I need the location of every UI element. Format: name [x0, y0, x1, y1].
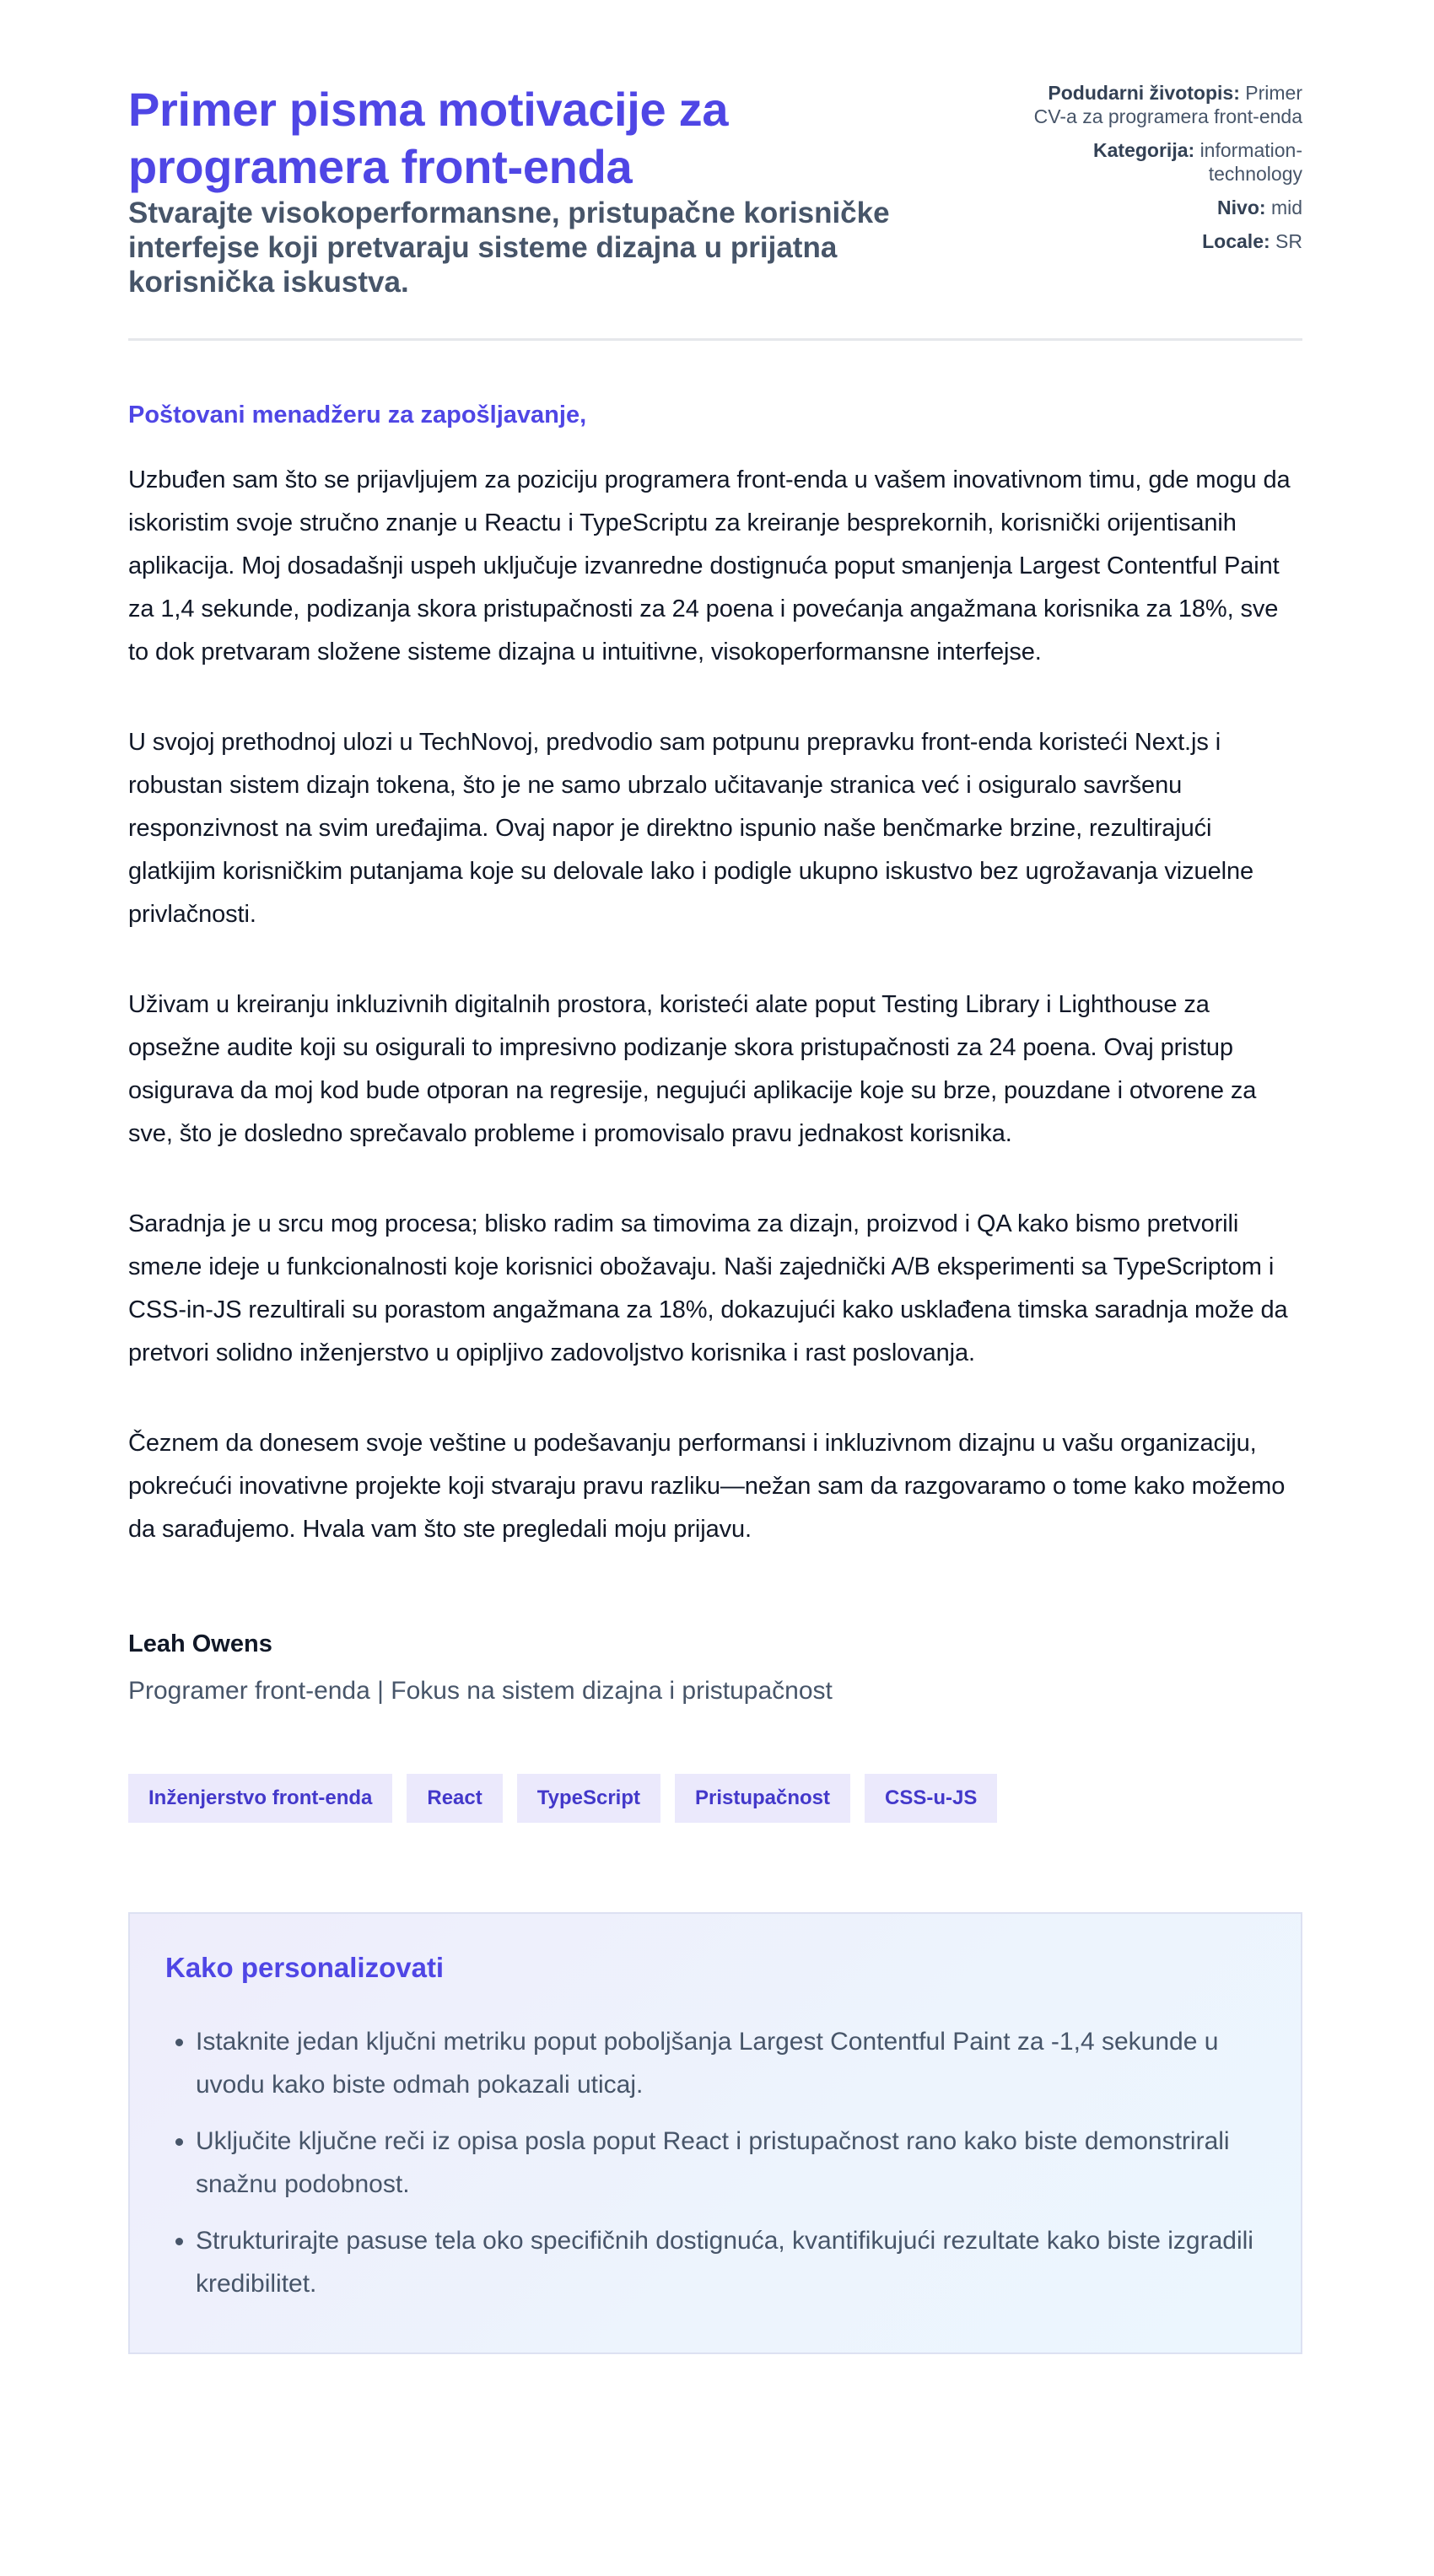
tip-item: • Uključite ključne reči iz opisa posla poput React i pristupačnost rano kako biste demonstrirali snažnu podobnost.: [196, 2120, 1265, 2206]
header-divider: [128, 338, 1302, 341]
meta-value-matching-resume[interactable]: Primer CV-a za programera front-enda: [1033, 82, 1302, 127]
letter-paragraph: Uživam u kreiranju inkluzivnih digitalnih prostora, koristeći alate poput Testing Library i Lighthouse za opsežne audite koji su osigurali to impresivno podizanje skora pristupačnosti za 24 poena. Ovaj pristup osigurava da moj kod bude otporan na regresije, negujući aplikacije koje su brze, pouzdane i otvorene za sve, što je dosledno sprečavalo probleme i promovisalo pravu jednakost korisnika.: [128, 991, 1257, 1147]
tip-item: • Istaknite jedan ključni metriku poput poboljšanja Largest Contentful Paint za -1,4 sekunde u uvodu kako biste odmah pokazali uticaj.: [196, 2020, 1265, 2106]
signature-name: Leah Owens: [128, 1630, 272, 1657]
meta-label: Locale:: [1202, 230, 1270, 252]
personalization-tips: [128, 1912, 1302, 2354]
meta-value-category: information-technology: [1199, 139, 1302, 185]
tag-chip[interactable]: CSS-u-JS: [865, 1774, 997, 1823]
letter-body: [128, 400, 1302, 1551]
meta-category: [1016, 138, 1302, 186]
tips-list: [165, 2020, 1265, 2305]
page-subtitle: Stvarajte visokoperformansne, pristupačne korisničke interfejse koji pretvaraju sisteme dizajna u prijatna korisnička iskustva.: [128, 197, 890, 299]
letter-paragraph: Uzbuđen sam što se prijavljujem za poziciju programera front-enda u vašem inovativnom timu, gde mogu da iskoristim svoje stručno znanje u Reactu i TypeScriptu za kreiranje besprekornih, korisnički orijentisanih aplikacija. Moj dosadašnji uspeh uključuje izvanredne dostignuća poput smanjenja Largest Contentful Paint za 1,4 sekunde, podizanja skora pristupačnosti za 24 poena i povećanja angažmana korisnika za 18%, sve to dok pretvaram složene sisteme dizajna u intuitivne, visokoperformansne interfejse.: [128, 466, 1291, 666]
meta-label: Nivo:: [1217, 197, 1266, 218]
meta-value-level: mid: [1270, 197, 1302, 218]
cover-letter-page: [128, 0, 1302, 2354]
tag-chip[interactable]: React: [407, 1774, 502, 1823]
salutation: Poštovani menadžeru za zapošljavanje,: [128, 401, 587, 428]
tip-item: • Strukturirajte pasuse tela oko specifičnih dostignuća, kvantifikujući rezultate kako biste izgradili kredibilitet.: [196, 2219, 1265, 2305]
meta-matching-resume: [1016, 81, 1302, 128]
letter-paragraph: U svojoj prethodnoj ulozi u TechNovoj, predvodio sam potpunu prepravku front-enda koristeći Next.js i robustan sistem dizajn tokena, što je ne samo ubrzalo učitavanje stranica već i osiguralo savršenu responzivnost na svim uređajima. Ovaj napor je direktno ispunio naše benčmarke brzine, rezultirajući glatkijim korisničkim putanjama koje su delovale lako i podigle ukupno iskustvo bez ugrožavanja vizuelne privlačnosti.: [128, 729, 1253, 928]
meta-label: Kategorija:: [1093, 139, 1195, 161]
page-title: Primer pisma motivacije za programera front-enda: [128, 83, 729, 193]
tag-list: [128, 1774, 1302, 1823]
letter-paragraph: Saradnja je u srcu mog procesa; blisko radim sa timovima za dizajn, proizvod i QA kako bismo pretvorili smeлe ideje u funkcionalnosti koje korisnici obožavaju. Naši zajednički A/B eksperimenti sa TypeScriptom i CSS-in-JS rezultirali su porastom angažmana za 18%, dokazujući kako usklađena timska saradnja može da pretvori solidno inženjerstvo u opipljivo zadovoljstvo korisnika i rast poslovanja.: [128, 1210, 1288, 1366]
meta-value-locale: SR: [1275, 230, 1302, 252]
tips-title: Kako personalizovati: [165, 1952, 445, 1983]
meta-locale: [1016, 229, 1302, 253]
tag-chip[interactable]: Pristupačnost: [675, 1774, 850, 1823]
page-header: [128, 81, 1302, 299]
tag-chip[interactable]: TypeScript: [517, 1774, 660, 1823]
meta-panel: [1016, 81, 1302, 263]
title-block: [128, 81, 938, 299]
signature: [128, 1629, 1302, 1706]
letter-paragraph: Čeznem da donesem svoje veštine u podešavanju performansi i inkluzivnom dizajnu u vašu organizaciju, pokrećući inovativne projekte koji stvaraju pravu razliku—nežan sam da razgovaramo o tome kako možemo da sarađujemo. Hvala vam što ste pregledali moju prijavu.: [128, 1430, 1286, 1543]
signature-role: Programer front-enda | Fokus na sistem dizajna i pristupačnost: [128, 1677, 833, 1705]
meta-label: Podudarni životopis:: [1048, 82, 1240, 104]
meta-level: [1016, 196, 1302, 219]
tag-chip[interactable]: Inženjerstvo front-enda: [128, 1774, 392, 1823]
